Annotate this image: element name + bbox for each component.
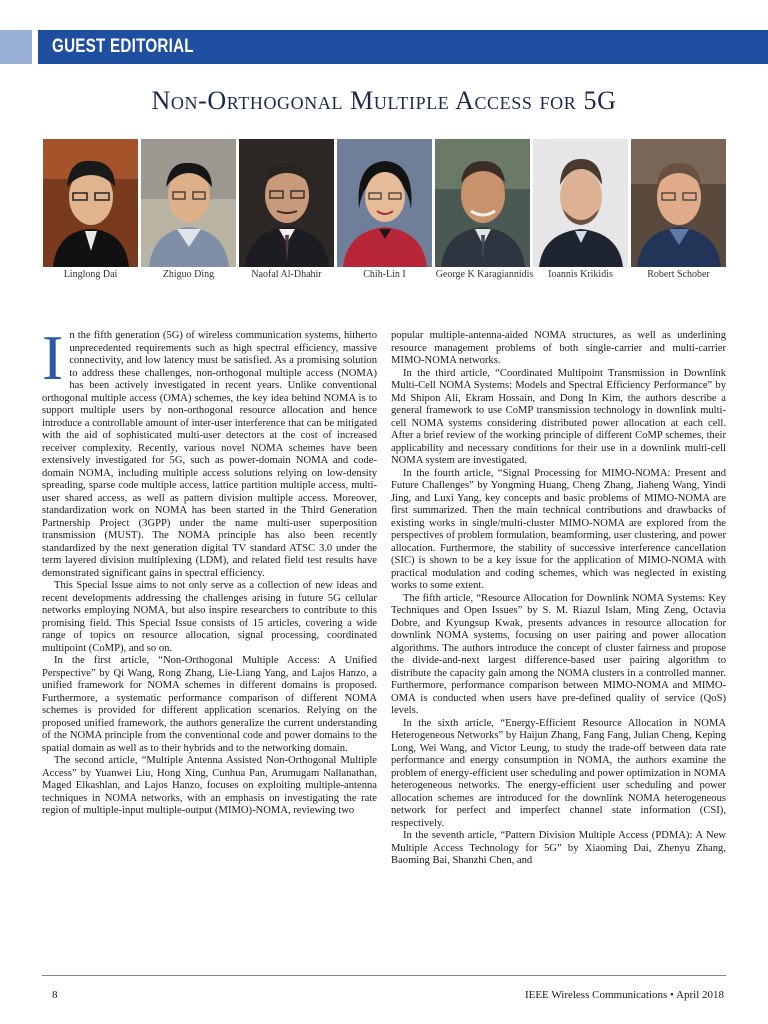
editor-names bbox=[43, 269, 726, 293]
editor-name: Linglong Dai bbox=[63, 269, 118, 280]
section-banner bbox=[38, 30, 768, 64]
section-tab-marker bbox=[0, 30, 32, 64]
editor-name: Zhiguo Ding bbox=[162, 269, 215, 280]
editor-name: George K Karagiannidis bbox=[435, 269, 534, 280]
section-label: GUEST EDITORIAL bbox=[52, 36, 194, 57]
paragraph: This Special Issue aims to not only serve as a collection of new ideas and recent developments addressing the challenges arising in future 5G cellular networks employing NOMA, but also inspire researchers to contribute to this promising field. This Special Issue consists of 15 articles, covering a wide range of topics on resource allocation, signal processing, coordinated multipoint (CoMP), and so on. bbox=[42, 580, 377, 654]
editor-name: Chih-Lin I bbox=[363, 269, 406, 280]
paragraph: In the third article, “Coordinated Multipoint Transmission in Downlink Multi-Cell NOMA Systems: Models and Spectral Efficiency Performance” by Md Shipon Ali, Ekram Hossain, and Dong In Kim, the authors describe a general framework to use CoMP transmission technology in downlink multi-cell NOMA systems considering distributed power allocation at each cell. After a brief review of the working principle of different CoMP schemes, their applicability and necessary conditions for their use in a downlink multi-cell NOMA system are investigated. bbox=[391, 367, 726, 466]
editor-photo-7 bbox=[631, 139, 726, 267]
editor-photo-2 bbox=[141, 139, 236, 267]
editor-photos bbox=[43, 139, 726, 267]
editor-name: Ioannis Krikidis bbox=[548, 269, 613, 280]
paragraph: In the seventh article, “Pattern Division Multiple Access (PDMA): A New Multiple Access Technology for 5G” by Xiaoming Dai, Zhenyu Zhang, Baoming Bai, Shanzhi Chen, and bbox=[391, 830, 726, 866]
editor-photo-1 bbox=[43, 139, 138, 267]
drop-cap: I bbox=[42, 322, 64, 393]
footer-rule bbox=[42, 975, 726, 976]
article-title: Non-Orthogonal Multiple Access for 5G bbox=[151, 86, 617, 115]
journal-issue: IEEE Wireless Communications • April 2018 bbox=[524, 989, 724, 1001]
editor-photo-3 bbox=[239, 139, 334, 267]
editor-name: Naofal Al-Dhahir bbox=[251, 269, 322, 280]
paragraph: In the first article, “Non-Orthogonal Multiple Access: A Unified Perspective” by Qi Wang, Rong Zhang, Lie-Liang Yang, and Lajos Hanzo, a unified framework for NOMA schemes in different domains is proposed. Furthermore, a systematic performance comparison of different NOMA schemes is provided for different application scenarios. Relying on the proposed unified framework, the authors generalize the current understanding of the NOMA principle from the conventional code and power domains to the spatial domain as well as to their hybrids and to the networking domain. bbox=[42, 655, 377, 754]
body-column-left bbox=[42, 322, 377, 818]
paragraph: In the sixth article, “Energy-Efficient Resource Allocation in NOMA Heterogeneous Networks” by Haijun Zhang, Fang Fang, Julian Cheng, Keping Long, Wei Wang, and Victor Leung, to study the trade-off between data rate performance and energy consumption in NOMA, the authors examine the problem of energy-efficient user scheduling and power optimization in NOMA heterogeneous networks. The energy-efficient user scheduling and power allocation schemes are introduced for the downlink NOMA heterogeneous network for perfect and imperfect channel state information (CSI), respectively. bbox=[391, 717, 726, 829]
page-number: 8 bbox=[52, 989, 58, 1001]
editor-photo-6 bbox=[533, 139, 628, 267]
paragraph: popular multiple-antenna-aided NOMA structures, as well as underlining resource management problems of both single-carrier and multi-carrier MIMO-NOMA networks. bbox=[391, 330, 726, 366]
editor-name: Robert Schober bbox=[647, 269, 710, 280]
paragraph: The second article, “Multiple Antenna Assisted Non-Orthogonal Multiple Access” by Yuanwei Liu, Hong Xing, Cunhua Pan, Arumugam Nallanathan, Maged Elkashlan, and Lajos Hanzo, focuses on exploiting multiple-antenna techniques in NOMA networks, with an emphasis on investigating the rate region of multiple-input multiple-output (MIMO)-NOMA, reviewing two bbox=[42, 755, 377, 816]
editor-photo-5 bbox=[435, 139, 530, 267]
editor-photo-4 bbox=[337, 139, 432, 267]
paragraph: In the fifth generation (5G) of wireless communication systems, hitherto unprecedented requirements such as high spectral efficiency, massive connectivity, and low latency must be satisfied. As a promising solution to address these challenges, non-orthogonal multiple access (NOMA) has been actively investigated in recent years. Unlike conventional orthogonal multiple access (OMA) schemes, the key idea behind NOMA is to support multiple users by non-orthogonal resource allocation and hence introduce a controllable amount of inter-user interference that can be mitigated with the aid of sophisticated multi-user detectors at the cost of increased receiver complexity. Recently, various novel NOMA schemes have been extensively investigated for 5G, such as power-domain NOMA and code-domain NOMA, including multiple access solutions relying on low-density spreading, sparse code multiple access, lattice partition multiple access, multi-user shared access, as well as pattern division multiple access. Moreover, standardization work on NOMA has been started in the Third Generation Partnership Project (3GPP) under the name multi-user superposition transmission (MUST). The NOMA principle has also been recently standardized by the next generation digital TV standard ATSC 3.0 under the term layered division multiplexing (LDM), and related field test results have demonstrated significant gains in spectral efficiency. bbox=[42, 322, 377, 579]
body-column-right bbox=[391, 330, 726, 868]
paragraph: The fifth article, “Resource Allocation for Downlink NOMA Systems: Key Techniques and Open Issues” by S. M. Riazul Islam, Ming Zeng, Octavia Dobre, and Kyungsup Kwak, presents advances in resource allocation for downlink NOMA systems, focusing on user pairing and power allocation algorithms. The authors introduce the concept of cluster fairness and propose the divide-and-next largest difference-based user pairing algorithm to distribute the capacity gain among the NOMA clusters in a controlled manner. Furthermore, performance comparison between MIMO-NOMA and MIMO-OMA is conducted when users have pre-defined quality of service (QoS) levels. bbox=[391, 592, 726, 716]
paragraph: In the fourth article, “Signal Processing for MIMO-NOMA: Present and Future Challenges” by Yongming Huang, Cheng Zhang, Jiaheng Wang, Yindi Jing, and Luxi Yang, key concepts and basic problems of MIMO-NOMA are first summarized. Then the main technical contributions and drawbacks of existing works in single/multi-cluster MIMO-NOMA are explored from the perspectives of problem formulation, beamforming, user clustering, and power allocation. Furthermore, the stability of successive interference cancellation (SIC) is shown to be a key issue for the application of MIMO-NOMA with practical modulation and coding schemes, which was neglected in existing works to some extent. bbox=[391, 467, 726, 591]
